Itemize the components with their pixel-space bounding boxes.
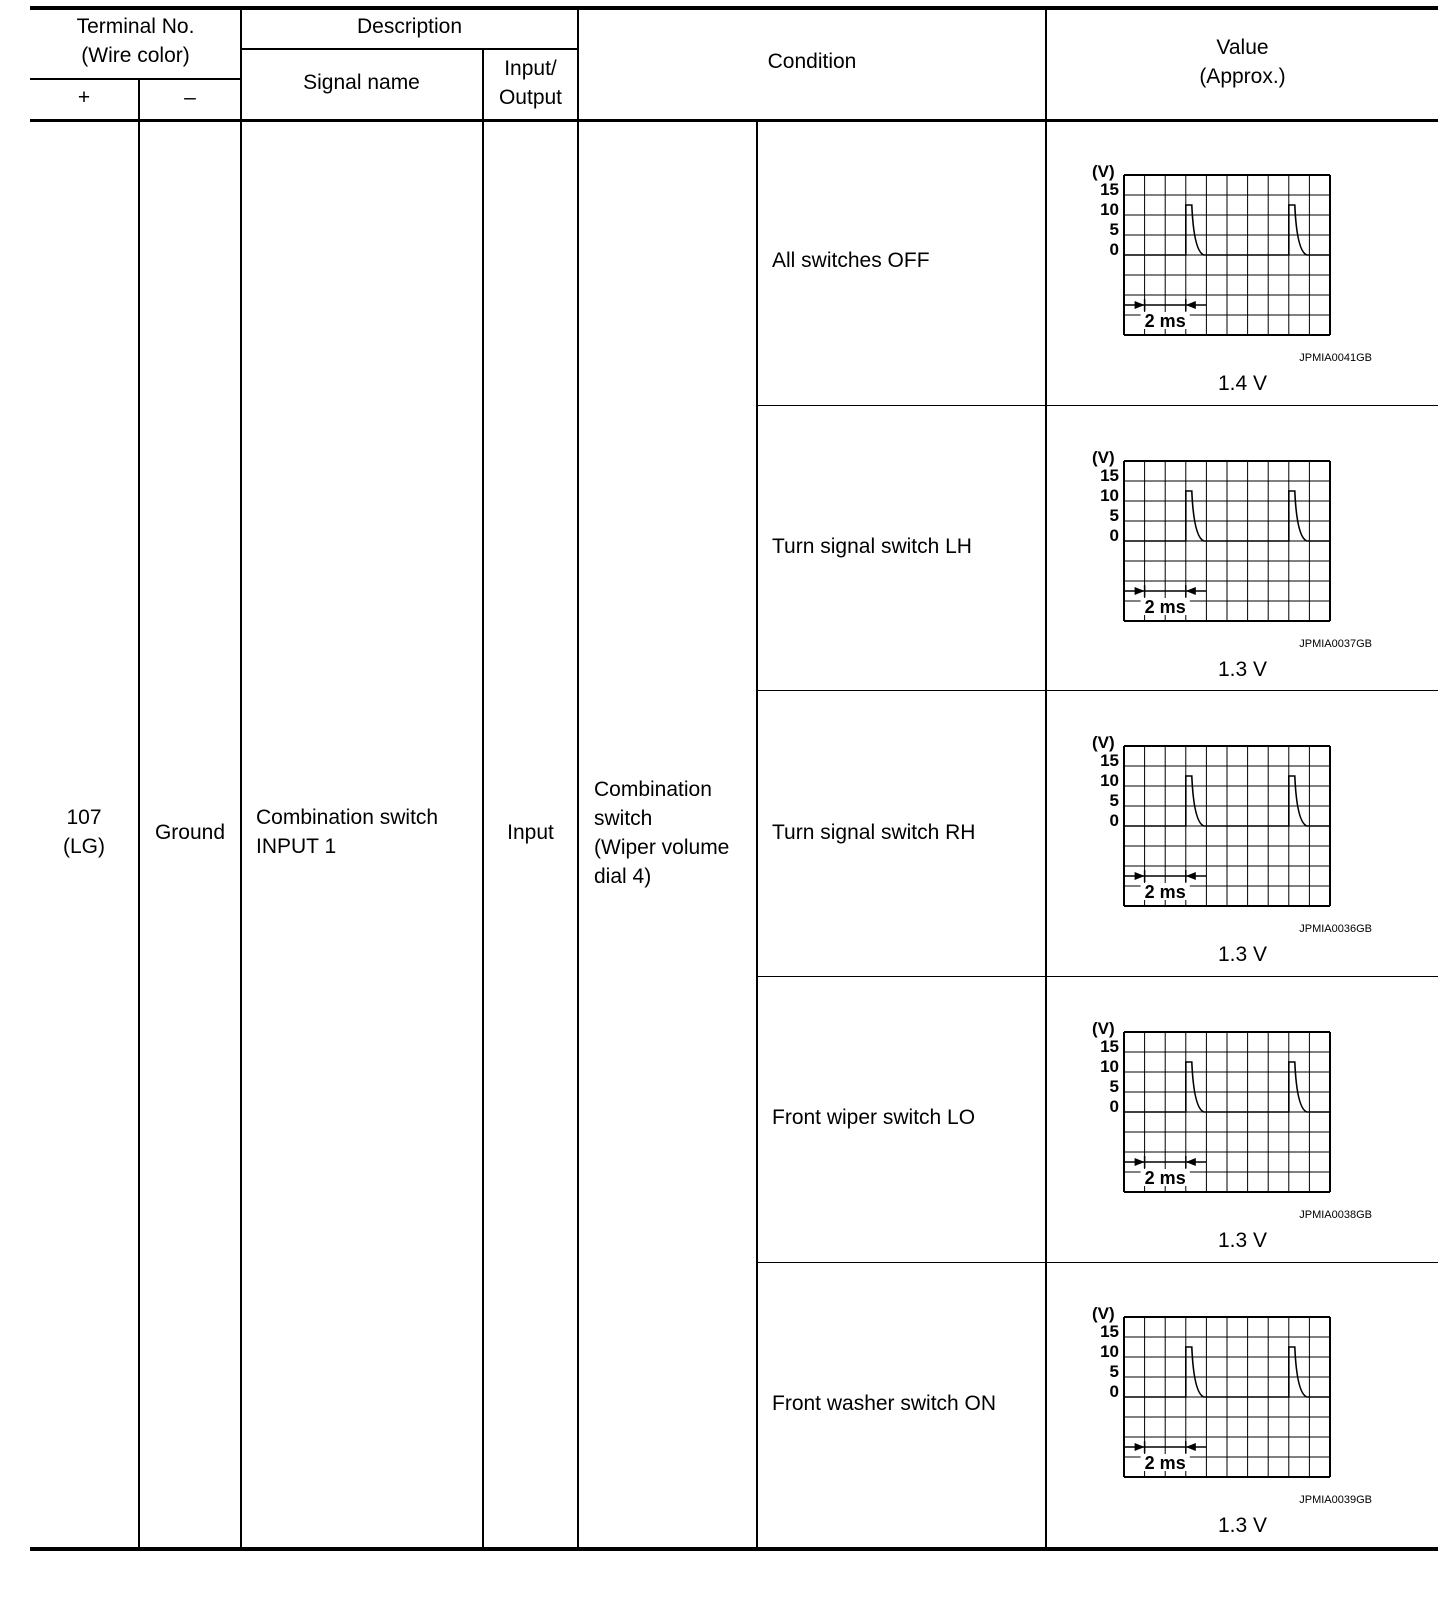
y-tick-label: 0 (1109, 1097, 1119, 1116)
terminal-wire-color: (LG) (63, 835, 105, 858)
time-scale-label: 2 ms (1144, 1168, 1186, 1188)
condition-line3: (Wiper volume (594, 836, 730, 859)
y-tick-label: 5 (1109, 506, 1119, 525)
waveform-graph (1080, 1297, 1380, 1522)
y-tick-label: 0 (1109, 526, 1119, 545)
y-tick-label: 15 (1100, 466, 1119, 485)
y-tick-label: 5 (1109, 1362, 1119, 1381)
time-scale-arrow (1186, 1443, 1196, 1451)
condition-line1: Combination (594, 778, 712, 801)
header-signal-name: Signal name (303, 71, 420, 94)
header-rule-terminal (30, 78, 241, 80)
sub-condition-label: Turn signal switch LH (772, 535, 972, 558)
y-tick-label: 5 (1109, 791, 1119, 810)
value-voltage: 1.3 V (1217, 658, 1268, 681)
header-condition: Condition (767, 50, 857, 73)
axis-unit: (V) (1092, 733, 1115, 752)
sub-condition-label: Front wiper switch LO (772, 1106, 976, 1129)
y-tick-label: 0 (1109, 240, 1119, 259)
header-terminal-no: Terminal No. (76, 15, 195, 38)
col-divider-4 (577, 8, 579, 1548)
value-voltage: 1.3 V (1217, 943, 1268, 966)
y-tick-label: 15 (1100, 180, 1119, 199)
axis-unit: (V) (1092, 1019, 1115, 1038)
condition-line2: switch (594, 807, 653, 830)
col-divider-6 (1045, 8, 1047, 1548)
time-scale-label: 2 ms (1144, 1453, 1186, 1473)
header-wire-color: (Wire color) (81, 44, 190, 67)
time-scale-label: 2 ms (1144, 597, 1186, 617)
figure-id: JPMIA0036GB (1299, 923, 1372, 935)
signal-name-line1: Combination switch (256, 806, 439, 829)
row-divider-1 (757, 405, 1438, 406)
time-scale-arrow (1135, 301, 1145, 309)
header-plus: + (77, 86, 91, 109)
row-divider-4 (757, 1262, 1438, 1263)
y-tick-label: 10 (1100, 1342, 1119, 1361)
waveform-graph (1080, 726, 1380, 951)
figure-id: JPMIA0037GB (1299, 638, 1372, 650)
terminal-ground: Ground (154, 821, 226, 844)
sub-condition-label: Front washer switch ON (772, 1392, 997, 1415)
time-scale-arrow (1135, 1158, 1145, 1166)
header-input-output-1: Input/ (504, 57, 557, 80)
y-tick-label: 5 (1109, 220, 1119, 239)
figure-id: JPMIA0041GB (1299, 352, 1372, 364)
y-tick-label: 15 (1100, 1322, 1119, 1341)
y-tick-label: 15 (1100, 751, 1119, 770)
header-rule-description (241, 48, 578, 50)
time-scale-arrow (1135, 587, 1145, 595)
time-scale-arrow (1186, 1158, 1196, 1166)
axis-unit: (V) (1092, 1304, 1115, 1323)
condition-line4: dial 4) (594, 865, 652, 888)
header-minus: – (184, 86, 196, 109)
col-divider-1 (138, 78, 140, 1548)
time-scale-label: 2 ms (1144, 882, 1186, 902)
header-description: Description (356, 15, 463, 38)
y-tick-label: 10 (1100, 771, 1119, 790)
waveform-graph (1080, 1012, 1380, 1237)
signal-name-line2: INPUT 1 (256, 835, 337, 858)
figure-id: JPMIA0038GB (1299, 1209, 1372, 1221)
y-tick-label: 10 (1100, 486, 1119, 505)
waveform-graph (1080, 155, 1380, 380)
y-tick-label: 0 (1109, 1382, 1119, 1401)
value-voltage: 1.3 V (1217, 1229, 1268, 1252)
y-tick-label: 15 (1100, 1037, 1119, 1056)
value-voltage: 1.4 V (1217, 372, 1268, 395)
sub-condition-label: All switches OFF (772, 249, 930, 272)
figure-id: JPMIA0039GB (1299, 1494, 1372, 1506)
col-divider-2 (240, 8, 242, 1548)
time-scale-arrow (1186, 301, 1196, 309)
y-tick-label: 10 (1100, 1057, 1119, 1076)
axis-unit: (V) (1092, 448, 1115, 467)
value-voltage: 1.3 V (1217, 1514, 1268, 1537)
input-output-value: Input (507, 821, 554, 844)
header-value: Value (1216, 36, 1269, 59)
terminal-number: 107 (66, 806, 102, 829)
y-tick-label: 5 (1109, 1077, 1119, 1096)
col-divider-3 (482, 48, 484, 1548)
col-divider-5 (756, 120, 758, 1548)
row-divider-3 (757, 976, 1438, 977)
y-tick-label: 10 (1100, 200, 1119, 219)
time-scale-arrow (1135, 1443, 1145, 1451)
header-input-output-2: Output (498, 86, 563, 109)
row-divider-2 (757, 690, 1438, 691)
time-scale-arrow (1186, 872, 1196, 880)
time-scale-label: 2 ms (1144, 311, 1186, 331)
time-scale-arrow (1186, 587, 1196, 595)
axis-unit: (V) (1092, 162, 1115, 181)
header-approx: (Approx.) (1199, 65, 1286, 88)
sub-condition-label: Turn signal switch RH (772, 821, 976, 844)
time-scale-arrow (1135, 872, 1145, 880)
y-tick-label: 0 (1109, 811, 1119, 830)
waveform-graph (1080, 441, 1380, 666)
